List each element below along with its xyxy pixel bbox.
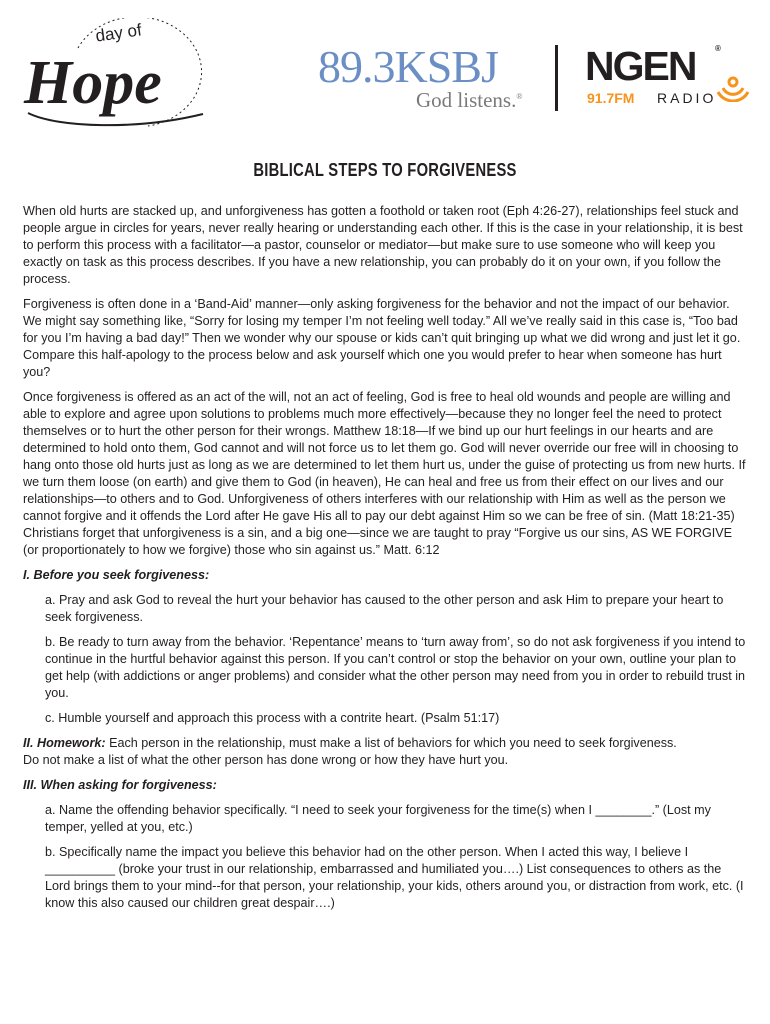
section-1-item-a: a. Pray and ask God to reveal the hurt your behavior has caused to the other person and ask Him to prepare your heart to seek forgiveness. bbox=[45, 593, 724, 624]
ngen-radio-label: RADIO bbox=[657, 90, 717, 106]
section-2-homework bbox=[23, 735, 749, 769]
ngen-registered-mark: ® bbox=[715, 44, 721, 53]
ngen-frequency: 91.7FM bbox=[587, 90, 635, 106]
radio-wave-icon bbox=[715, 62, 751, 102]
section-3-item-b: b. Specifically name the impact you believe this behavior had on the other person. When I acted this way, I believe I __________ (broke your trust in our relationship, embarrassed and humiliated you….) List consequences to others as the Lord brings them to your mind--for that person, your relationship, your kids, others around you, or distraction from work, etc. (I know this also caused our children great despair….) bbox=[45, 845, 744, 910]
section-2-label: II. Homework: bbox=[23, 736, 106, 750]
ksbj-logo-tagline: God listens.® bbox=[416, 88, 523, 112]
section-3-heading: III. When asking for forgiveness: bbox=[23, 778, 217, 792]
day-of-hope-logo-graphic bbox=[18, 18, 213, 138]
ngen-logo-name: NGEN bbox=[585, 43, 696, 89]
page-header bbox=[0, 0, 770, 150]
ksbj-logo bbox=[318, 42, 538, 117]
section-1-item-c: c. Humble yourself and approach this process with a contrite heart. (Psalm 51:17) bbox=[45, 711, 500, 725]
section-1-item-b: b. Be ready to turn away from the behavior. ‘Repentance’ means to ‘turn away from’, so do not ask forgiveness if you intend to continue in the hurtful behavior against this person. If you can’t control or stop the behavior on your own, outline your plan to get help (with addictions or anger problems) and consider what the other person may need from you in order to rebuild trust in you. bbox=[45, 635, 746, 700]
band-aid-paragraph: Forgiveness is often done in a ‘Band-Aid’ manner—only asking forgiveness for the behavior and not the impact of our behavior. We might say something like, “Sorry for losing my temper I’m not feeling well today.” All we’ve really said in this case is, “Too bad for you I’m having a bad day!” Then we wonder why our spouse or kids can’t quit bringing up what we did wrong and just let it go. Compare this half-apology to the process below and ask yourself which one you would prefer to hear when someone has hurt you? bbox=[23, 297, 741, 379]
ngen-logo bbox=[585, 44, 755, 114]
day-of-hope-logo bbox=[18, 18, 213, 138]
ksbj-logo-name: 89.3KSBJ bbox=[318, 41, 498, 92]
section-2-text-2: Do not make a list of what the other person has done wrong or how they have hurt you. bbox=[23, 753, 509, 767]
section-1-heading: I. Before you seek forgiveness: bbox=[23, 568, 210, 582]
intro-paragraph: When old hurts are stacked up, and unforgiveness has gotten a foothold or taken root (Eph 4:26-27), relationships feel stuck and people argue in circles for years, never really hearing or understanding each other. If this is the case in your relationship, it is best to perform this process with a facilitator—a pastor, counselor or mediator—but make sure to use someone who will keep you exactly on task as this process describes. If you have a new relationship, you can probably do it on your own, if you follow the process. bbox=[23, 204, 743, 286]
section-2-text: Each person in the relationship, must make a list of behaviors for which you need to seek forgiveness. bbox=[105, 736, 677, 750]
logo-divider bbox=[555, 45, 558, 111]
svg-text:Hope: Hope bbox=[24, 49, 162, 117]
document-title: BIBLICAL STEPS TO FORGIVENESS bbox=[253, 160, 517, 180]
will-paragraph: Once forgiveness is offered as an act of the will, not an act of feeling, God is free to heal old wounds and people are willing and able to explore and agree upon solutions to problems much more effectively—because they no longer feel the need to protect themselves or to hurt the other person for their wrongs. Matthew 18:18—If we bind up our hurt feelings in our hearts and are determined to hold onto them, God cannot and will not force us to let them go. God will never override our free will in choosing to hang onto those old hurts just as long as we are determined to let them hurt us, under the guise of protecting us from new hurts. If we turn them loose (on earth) and give them to God (in heaven), He can heal and free us from their effect on our lives and our relationships—to others and to God. Unforgiveness of others interferes with our relationship with Him as well as the person we cannot forgive and it offends the Lord after He gave His all to pay our debt against Him so we can be free of sin. (Matt 18:21-35) Christians forget that unforgiveness is a sin, and a big one—since we are taught to pray “Forgive us our sins, AS WE FORGIVE (or proportionately to how we forgive) those who sin against us.” Matt. 6:12 bbox=[23, 390, 746, 557]
document-body bbox=[23, 203, 749, 920]
section-3-item-a: a. Name the offending behavior specifically. “I need to seek your forgiveness for the time(s) when I ________.” (Lost my temper, yelled at you, etc.) bbox=[45, 803, 711, 834]
svg-text:day of: day of bbox=[94, 20, 143, 46]
